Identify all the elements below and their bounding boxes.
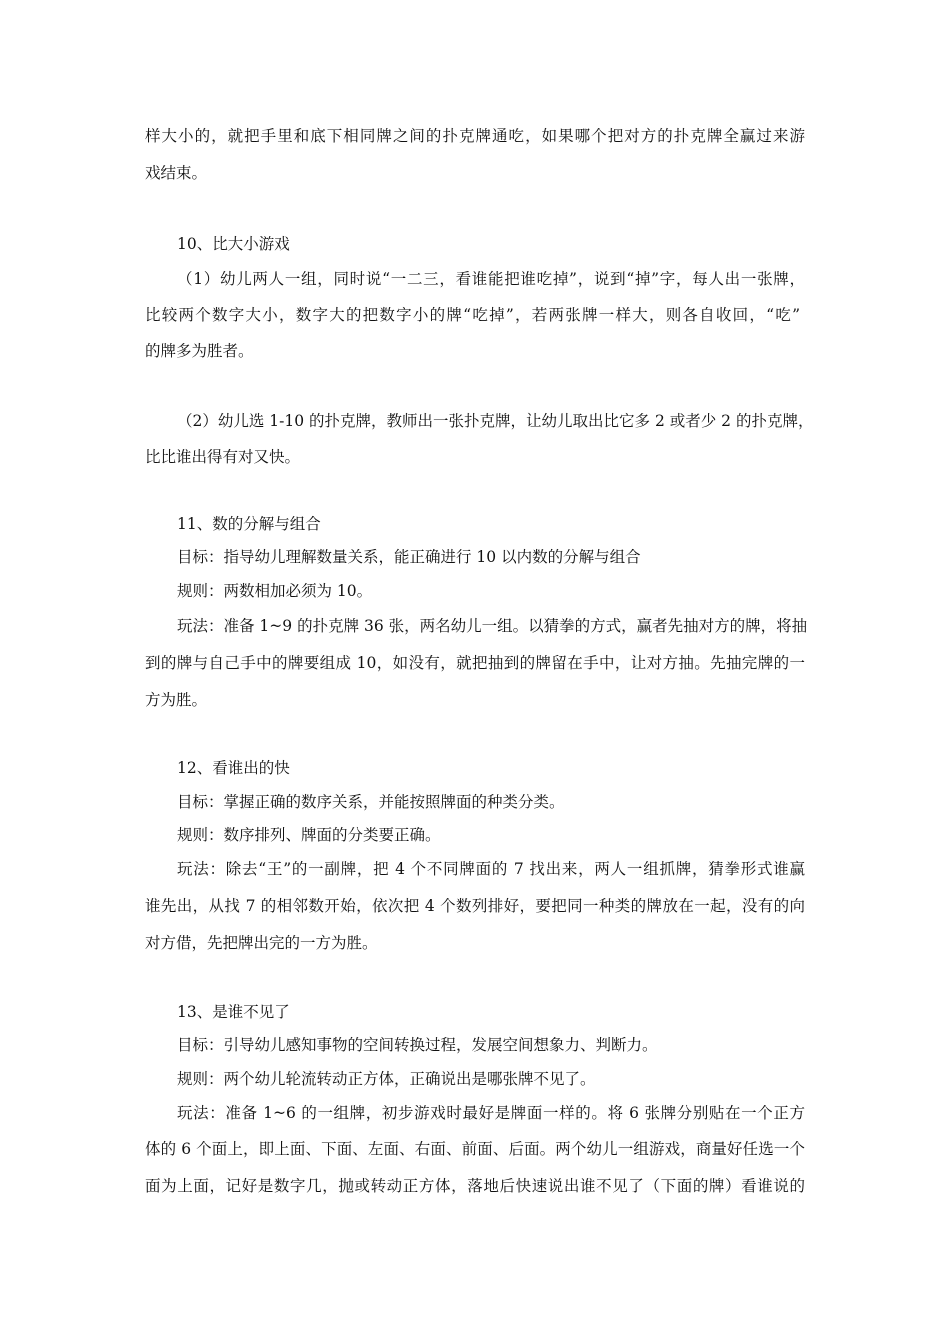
paragraph-line: 玩法：准备 1~6 的一组牌，初步游戏时最好是牌面一样的。将 6 张牌分别贴在一个正方: [177, 1104, 805, 1122]
section-heading: 11、数的分解与组合: [177, 515, 321, 533]
rule-text: 规则：两个幼儿轮流转动正方体，正确说出是哪张牌不见了。: [177, 1070, 596, 1088]
paragraph-line: （2）幼儿选 1-10 的扑克牌，教师出一张扑克牌，让幼儿取出比它多 2 或者少 2 的扑克牌，: [177, 412, 814, 430]
paragraph-line: 到的牌与自己手中的牌要组成 10，如没有，就把抽到的牌留在手中，让对方抽。先抽完牌的一: [145, 654, 805, 672]
paragraph-line: 玩法：除去“王”的一副牌，把 4 个不同牌面的 7 找出来，两人一组抓牌，猜拳形式谁赢: [177, 860, 805, 878]
paragraph-line: 比比谁出得有对又快。: [145, 448, 301, 466]
section-heading: 10、比大小游戏: [177, 235, 290, 253]
paragraph-line: 方为胜。: [145, 691, 208, 709]
paragraph-line: 比较两个数字大小，数字大的把数字小的牌“吃掉”，若两张牌一样大，则各自收回，“吃”: [145, 306, 800, 324]
paragraph-line: 对方借，先把牌出完的一方为胜。: [145, 934, 378, 952]
section-heading: 12、看谁出的快: [177, 759, 290, 777]
paragraph-line: 玩法：准备 1~9 的扑克牌 36 张，两名幼儿一组。以猜拳的方式，赢者先抽对方的牌，将抽: [177, 617, 808, 635]
goal-text: 目标：掌握正确的数序关系，并能按照牌面的种类分类。: [177, 793, 565, 811]
goal-text: 目标：指导幼儿理解数量关系，能正确进行 10 以内数的分解与组合: [177, 548, 641, 566]
rule-text: 规则：数序排列、牌面的分类要正确。: [177, 826, 441, 844]
rule-text: 规则：两数相加必须为 10。: [177, 582, 373, 600]
paragraph-line: 的牌多为胜者。: [145, 342, 254, 360]
paragraph-line: 戏结束。: [145, 164, 208, 182]
paragraph-line: 样大小的，就把手里和底下相同牌之间的扑克牌通吃，如果哪个把对方的扑克牌全赢过来游: [145, 127, 805, 145]
section-heading: 13、是谁不见了: [177, 1003, 290, 1021]
paragraph-line: 面为上面，记好是数字几，抛或转动正方体，落地后快速说出谁不见了（下面的牌）看谁说的: [145, 1177, 805, 1195]
paragraph-line: 体的 6 个面上，即上面、下面、左面、右面、前面、后面。两个幼儿一组游戏，商量好任选一个: [145, 1140, 805, 1158]
paragraph-line: 谁先出，从找 7 的相邻数开始，依次把 4 个数列排好，要把同一种类的牌放在一起，没有的向: [145, 897, 805, 915]
paragraph-line: （1）幼儿两人一组，同时说“一二三，看谁能把谁吃掉”，说到“掉”字，每人出一张牌，: [177, 270, 805, 288]
goal-text: 目标：引导幼儿感知事物的空间转换过程，发展空间想象力、判断力。: [177, 1036, 658, 1054]
